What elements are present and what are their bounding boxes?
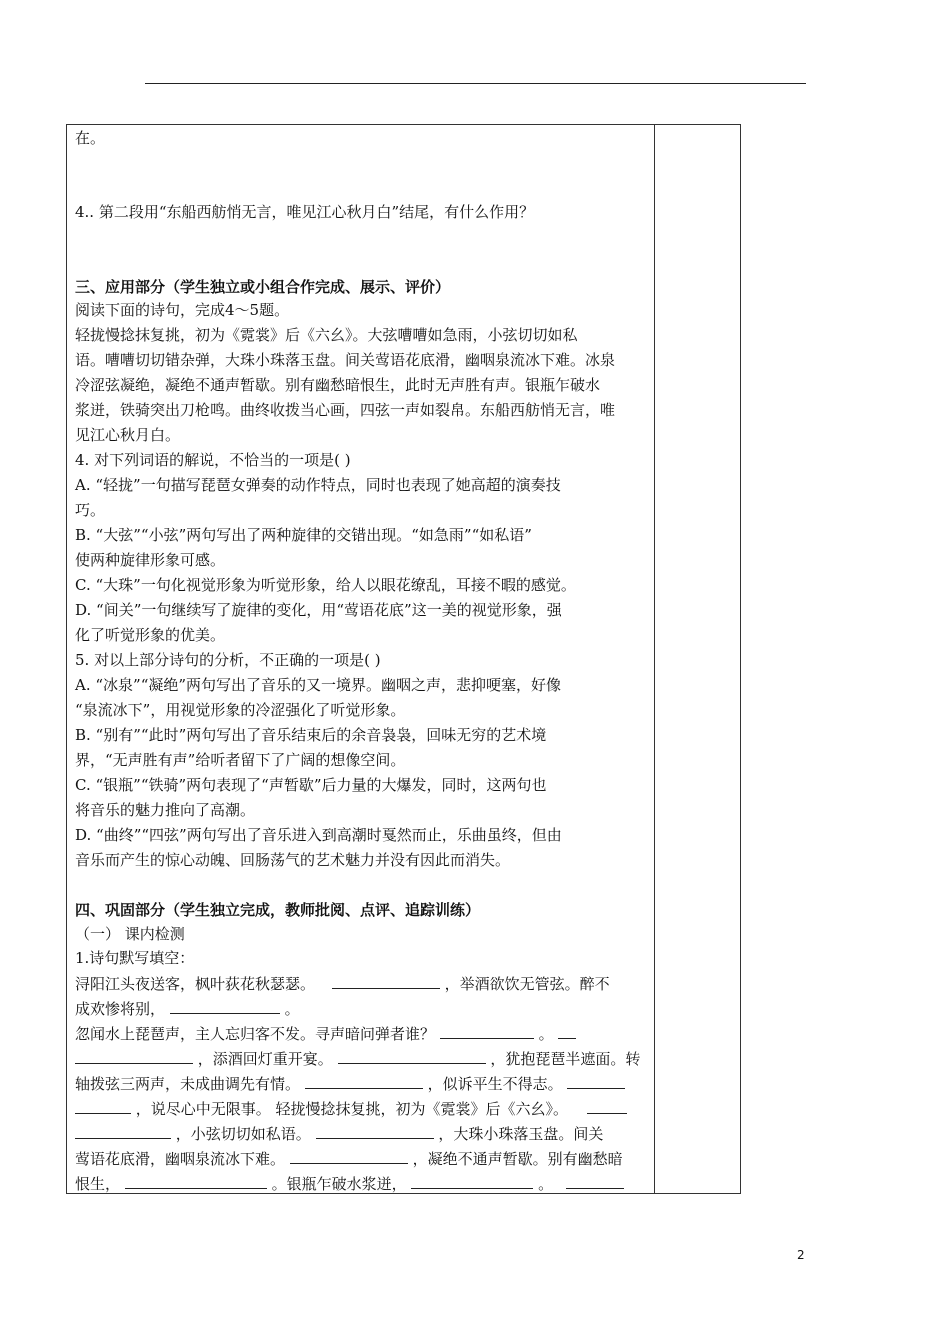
line-text: 恨生，: [75, 1175, 121, 1193]
header-rule: [145, 83, 806, 84]
answer-blank[interactable]: [316, 1122, 434, 1139]
answer-blank[interactable]: [290, 1147, 408, 1164]
answer-blank[interactable]: [125, 1172, 267, 1189]
answer-blank[interactable]: [332, 972, 440, 989]
option-text: 音乐而产生的惊心动魄、回肠荡气的艺术魅力并没有因此而消失。: [75, 851, 511, 869]
subsection-heading: （一） 课内检测: [75, 925, 185, 943]
answer-blank[interactable]: [75, 1047, 193, 1064]
option-text: 巧。: [75, 501, 106, 519]
question-4-intro: 4.. 第二段用“东船西舫悄无言，唯见江心秋月白”结尾，有什么作用？: [75, 203, 535, 221]
poem-line: 语。嘈嘈切切错杂弹，大珠小珠落玉盘。间关莺语花底滑，幽咽泉流冰下难。冰泉: [75, 351, 616, 369]
fill-in-line: [75, 1047, 640, 1070]
line-text: ，举酒欲饮无管弦。醉不: [444, 975, 610, 993]
answer-blank[interactable]: [566, 1172, 624, 1189]
line-text: ，大珠小珠落玉盘。间关: [438, 1125, 604, 1143]
line-text: ，犹抱琵琶半遮面。转: [490, 1050, 641, 1068]
line-text: ，说尽心中无限事。 轻拢慢捻抹复挑，初为《霓裳》后《六幺》。: [135, 1100, 569, 1118]
option-text: A. “冰泉”“凝绝”两句写出了音乐的又一境界。幽咽之声，悲抑哽塞，好像: [75, 676, 562, 694]
option-text: D. “曲终”“四弦”两句写出了音乐进入到高潮时戛然而止，乐曲虽终，但由: [75, 826, 562, 844]
answer-blank[interactable]: [411, 1172, 533, 1189]
text-line: 在。: [75, 129, 106, 147]
poem-line: 冷涩弦凝绝，凝绝不通声暂歇。别有幽愁暗恨生，此时无声胜有声。银瓶乍破水: [75, 376, 601, 394]
poem-line: 浆迸，铁骑突出刀枪鸣。曲终收拨当心画，四弦一声如裂帛。东船西舫悄无言，唯: [75, 401, 616, 419]
line-text: 。: [538, 1025, 554, 1043]
reading-instruction: 阅读下面的诗句，完成4～5题。: [75, 301, 290, 319]
fill-in-line: [75, 1147, 623, 1170]
line-text: ，添酒回灯重开宴。: [197, 1050, 333, 1068]
fill-in-line: [75, 997, 300, 1020]
line-text: 莺语花底滑，幽咽泉流冰下难。: [75, 1150, 286, 1168]
line-text: 。银瓶乍破水浆迸，: [271, 1175, 407, 1193]
option-text: C. “大珠”一句化视觉形象为听觉形象，给人以眼花缭乱，耳接不暇的感觉。: [75, 576, 576, 594]
fill-in-line: [75, 1172, 624, 1195]
section-heading-application: 三、应用部分（学生独立或小组合作完成、展示、评价）: [75, 278, 451, 296]
line-text: 轴拨弦三两声，未成曲调先有情。: [75, 1075, 301, 1093]
fill-in-line: [75, 1022, 576, 1045]
option-text: 化了听觉形象的优美。: [75, 626, 226, 644]
answer-blank[interactable]: [587, 1097, 627, 1114]
option-text: A. “轻拢”一句描写琵琶女弹奏的动作特点，同时也表现了她高超的演奏技: [75, 476, 561, 494]
line-text: 忽闻水上琵琶声，主人忘归客不发。寻声暗问弹者谁？: [75, 1025, 436, 1043]
worksheet-table: [66, 124, 741, 1194]
answer-blank[interactable]: [305, 1072, 423, 1089]
column-divider: [654, 125, 655, 1193]
answer-blank[interactable]: [558, 1022, 576, 1039]
option-text: 将音乐的魅力推向了高潮。: [75, 801, 256, 819]
answer-blank[interactable]: [440, 1022, 534, 1039]
fill-in-line: [75, 972, 610, 995]
question-5: 5. 对以上部分诗句的分析，不正确的一项是( ): [75, 651, 381, 669]
section-heading-consolidation: 四、巩固部分（学生独立完成，教师批阅、点评、追踪训练）: [75, 901, 481, 919]
option-text: B. “别有”“此时”两句写出了音乐结束后的余音袅袅，回味无穷的艺术境: [75, 726, 547, 744]
line-text: ，凝绝不通声暂歇。别有幽愁暗: [412, 1150, 623, 1168]
option-text: D. “间关”一句继续写了旋律的变化，用“莺语花底”这一美的视觉形象，强: [75, 601, 562, 619]
answer-blank[interactable]: [170, 997, 280, 1014]
line-text: ，似诉平生不得志。: [427, 1075, 563, 1093]
option-text: C. “银瓶”“铁骑”两句表现了“声暂歇”后力量的大爆发，同时，这两句也: [75, 776, 547, 794]
page-number: 2: [797, 1248, 805, 1262]
answer-blank[interactable]: [338, 1047, 486, 1064]
poem-line: 见江心秋月白。: [75, 426, 181, 444]
option-text: B. “大弦”“小弦”两句写出了两种旋律的交错出现。“如急雨”“如私语”: [75, 526, 532, 544]
line-text: 。: [538, 1175, 554, 1193]
fill-in-line: [75, 1097, 627, 1120]
poem-line: 轻拢慢捻抹复挑，初为《霓裳》后《六幺》。大弦嘈嘈如急雨，小弦切切如私: [75, 326, 578, 344]
line-text: 。: [284, 1000, 300, 1018]
answer-blank[interactable]: [75, 1097, 131, 1114]
option-text: “泉流冰下”，用视觉形象的冷涩强化了听觉形象。: [75, 701, 406, 719]
line-text: 成欢惨将别，: [75, 1000, 166, 1018]
option-text: 使两种旋律形象可感。: [75, 551, 226, 569]
question-4: 4. 对下列词语的解说，不恰当的一项是( ): [75, 451, 351, 469]
answer-blank[interactable]: [75, 1122, 171, 1139]
fill-in-line: [75, 1122, 603, 1145]
option-text: 界，“无声胜有声”给听者留下了广阔的想像空间。: [75, 751, 406, 769]
line-text: ，小弦切切如私语。: [175, 1125, 311, 1143]
fill-in-instruction: 1.诗句默写填空：: [75, 949, 195, 967]
line-text: 浔阳江头夜送客，枫叶荻花秋瑟瑟。: [75, 975, 316, 993]
answer-blank[interactable]: [567, 1072, 625, 1089]
fill-in-line: [75, 1072, 625, 1095]
